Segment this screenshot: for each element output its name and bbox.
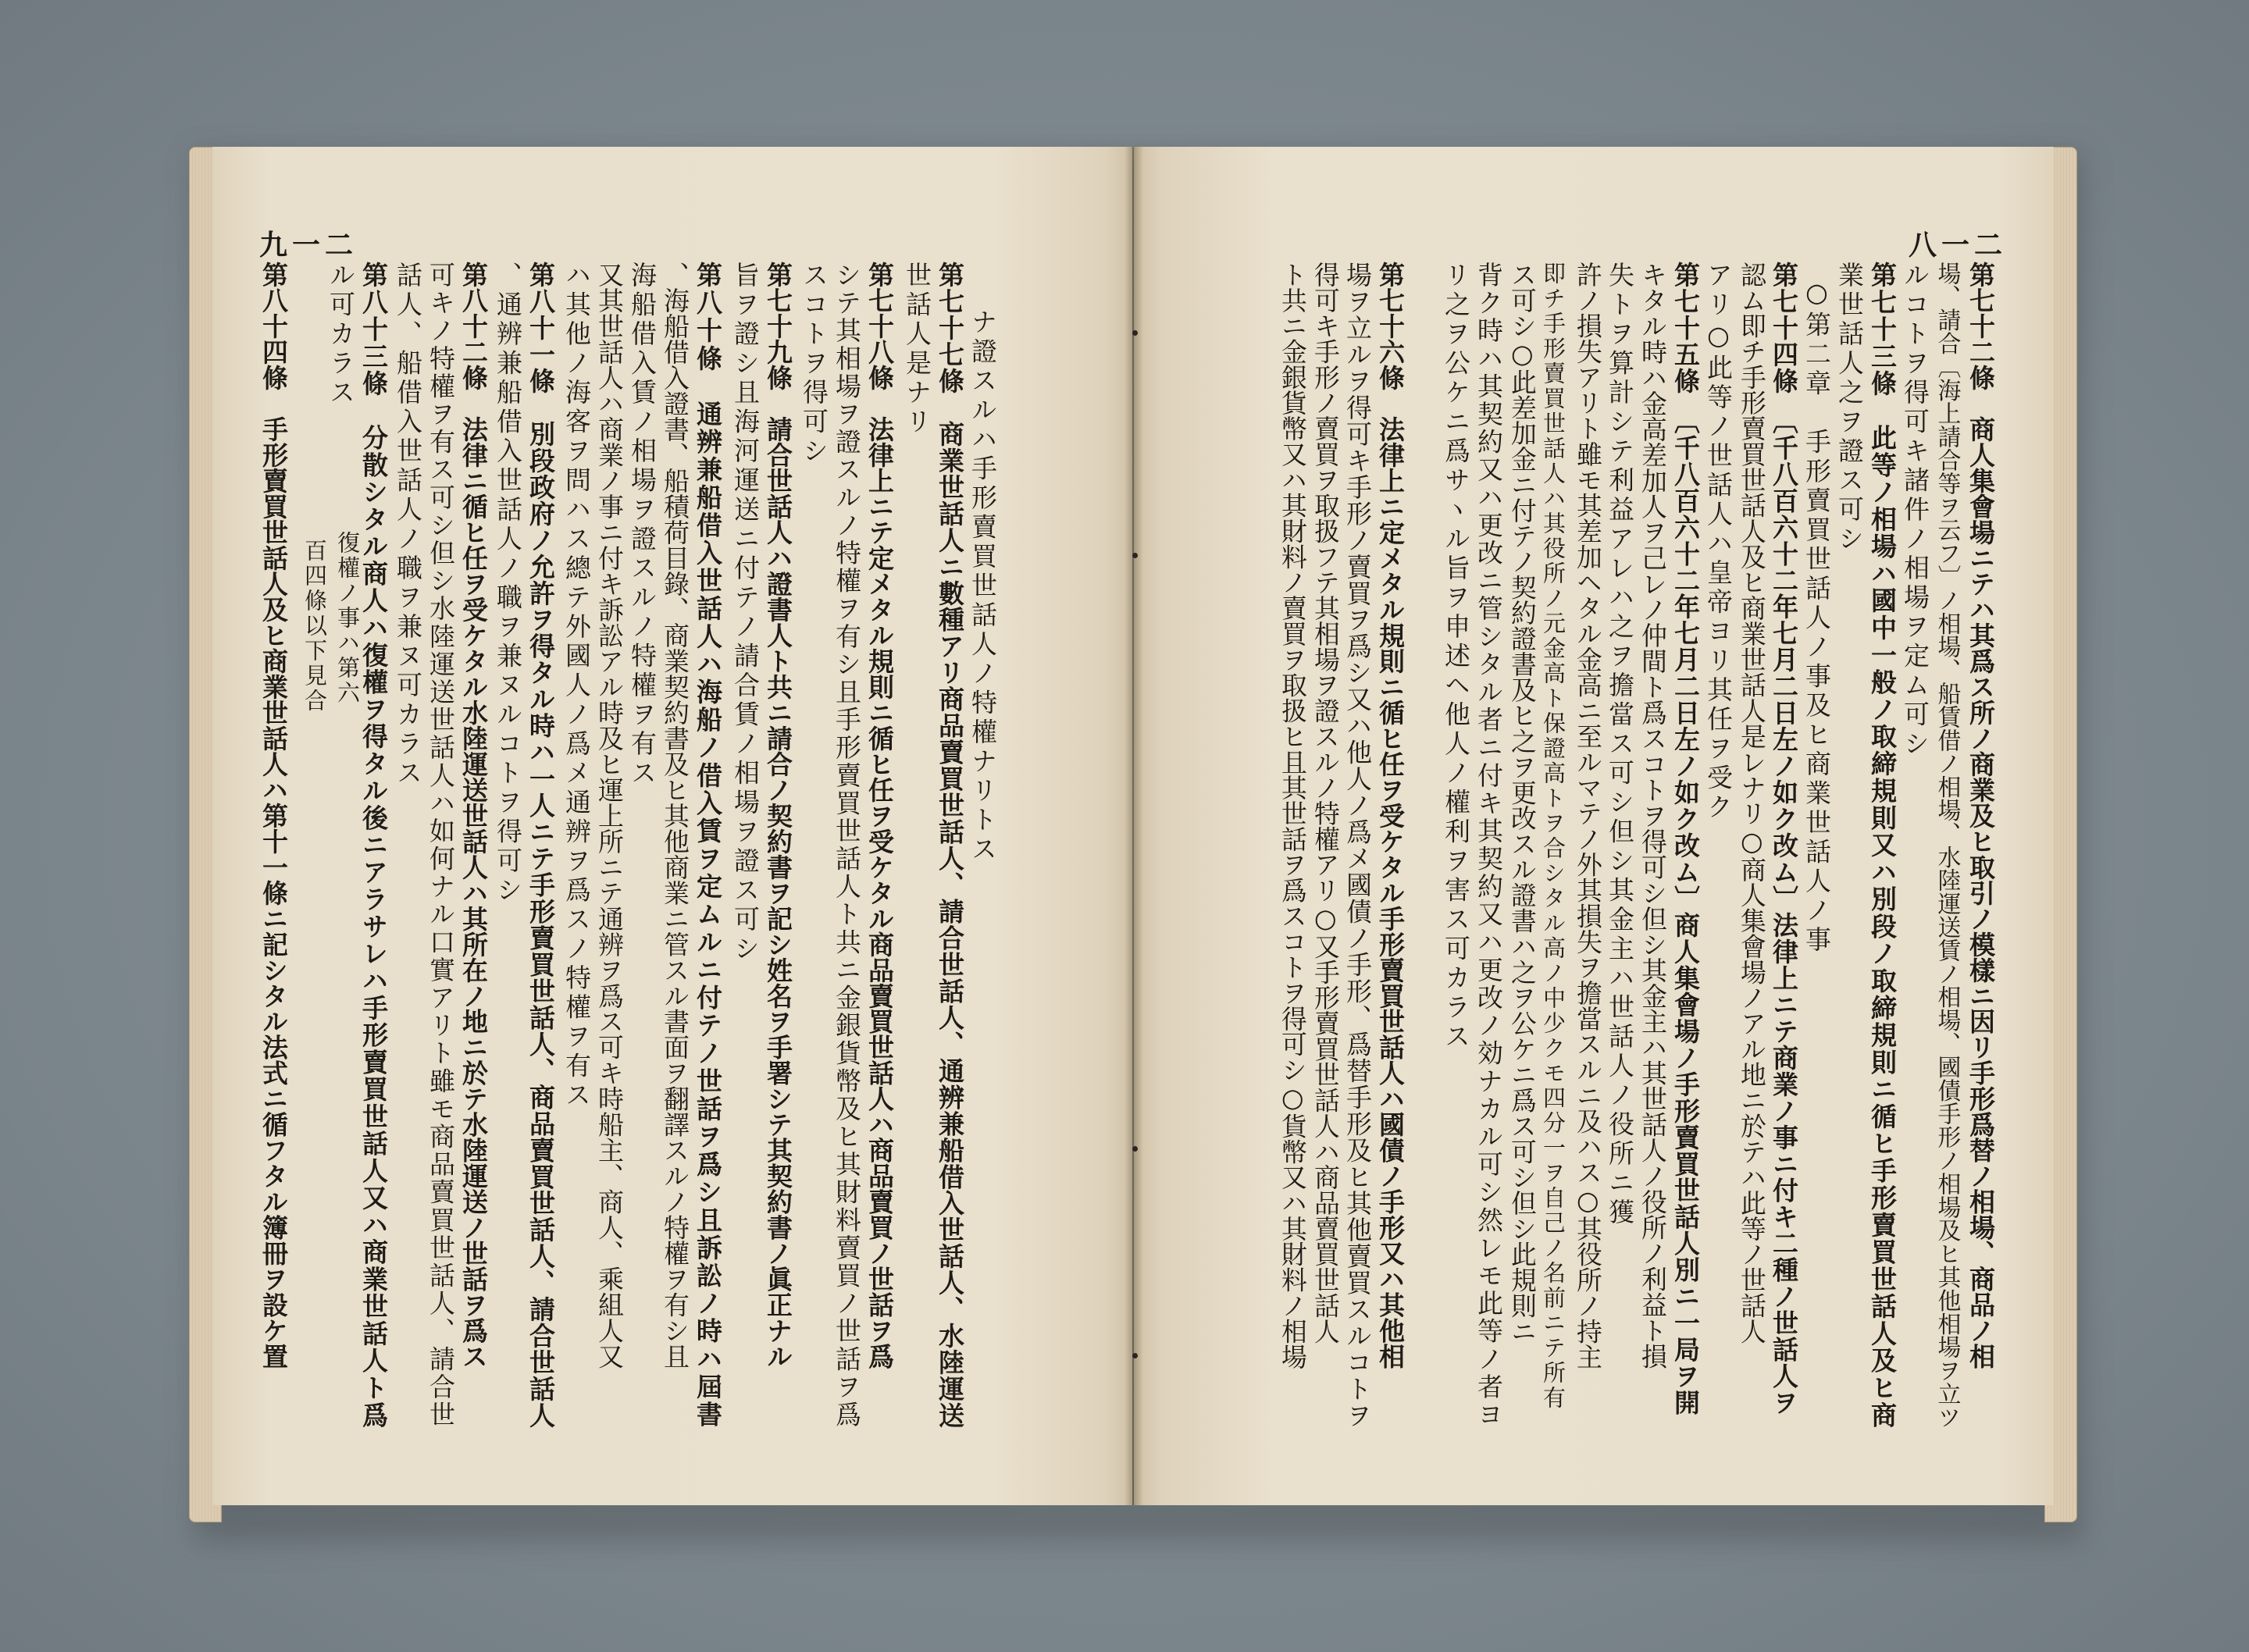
text-column: 、通辨兼船借入世話人ノ職ヲ兼ヌルコトヲ得可シ xyxy=(493,262,523,906)
left-page-number: 九一二 xyxy=(259,229,358,262)
binding-stitch xyxy=(1132,330,1138,336)
text-column: 海船借入賃ノ相場ヲ證スルノ特權ヲ有ス xyxy=(627,262,658,789)
text-column: 許ノ損失アリト雖モ其差加ヘタル金高ニ至ルマテノ外其損失ヲ擔當スルニ及ハス○其役所ノ持主 xyxy=(1572,262,1603,1370)
text-column: リ之ヲ公ケニ爲サヽル旨ヲ申述ヘ他人ノ權利ヲ害ス可カラス xyxy=(1441,262,1471,1052)
text-column: ルコトヲ得可キ諸件ノ相場ヲ定ム可シ xyxy=(1900,262,1930,760)
binding-stitch xyxy=(1132,1353,1138,1358)
text-column: キタル時ハ金高差加人ヲ己レノ仲間ト爲スコトヲ得可シ但シ其金主ハ其世話人ノ役所ノ利益ト損 xyxy=(1638,262,1668,1369)
right-page-number: 八一二 xyxy=(1908,229,2007,262)
text-column: 場、請合〔海上請合等ヲ云フ〕ノ相場、船賃借ノ相場、水陸運送賃ノ相場、國債手形ノ相場及ヒ其他相場ヲ立ツ xyxy=(1933,262,1961,1429)
text-column: 失トヲ算計シテ利益アレハ之ヲ擔當ス可シ但シ其金主ハ世話人ノ役所ニ獲 xyxy=(1605,262,1635,1228)
text-column: 背ク時ハ其契約又ハ更改ニ管シタル者ニ付キ其契約又ハ更改ノ効ナカル可シ然レモ此等ノ者ヨ xyxy=(1474,262,1504,1429)
text-column: スコトヲ得可シ xyxy=(799,262,829,467)
text-column: 第七十二條 商人集會場ニテハ其爲ス所ノ商業及ヒ取引ノ模樣ニ因リ手形爲替ノ相場、商品ノ相 xyxy=(1966,262,1996,1369)
text-column: 第八十四條 手形賣買世話人及ヒ商業世話人ハ第十一條ニ記シタル法式ニ循フタル簿冊ヲ設ケ置 xyxy=(258,262,289,1369)
text-column: ナ證スルハ手形賣買世話人ノ特權ナリトス xyxy=(968,308,998,865)
margin-note: 百四條以下見合 xyxy=(301,539,328,714)
text-column: ス可シ○此差加金ニ付テノ契約證書及ヒ之ヲ更改スル證書ハ之ヲ公ケニ爲ス可シ但シ此規則ニ xyxy=(1506,262,1538,1344)
text-column: ル可カラス xyxy=(326,262,356,408)
text-column: 第八十條 通辨兼船借入世話人ハ海船ノ借入賃ヲ定ムルニ付テノ世話ヲ爲シ且訴訟ノ時ハ屆書 xyxy=(693,262,723,1429)
text-column: ト共ニ金銀貨幣又ハ其財料ノ賣買ヲ取扱ヒ且其世話ヲ爲スコトヲ得可シ○貨幣又ハ其財料ノ相場 xyxy=(1277,262,1308,1370)
text-column: 認ム即チ手形賣買世話人及ヒ商業世話人是レナリ○商人集會場ノアル地ニ於テハ此等ノ世話人 xyxy=(1736,262,1767,1344)
book-gutter xyxy=(1124,147,1143,1505)
text-column: アリ○此等ノ世話人ハ皇帝ヨリ其任ヲ受ク xyxy=(1703,262,1734,823)
text-column: 即チ手形賣買世話人ハ其役所ノ元金高ト保證高トヲ合シタル高ノ中少クモ四分一ヲ自己ノ名前ニテ所有 xyxy=(1540,262,1566,1411)
text-column: 場ヲ立ルヲ得可キ手形ノ賣買ヲ爲シ又ハ他人ノ爲メ國債ノ手形、爲替手形及ヒ其他賣買スルコトヲ xyxy=(1342,262,1373,1429)
text-column: 可キノ特權ヲ有ス可シ但シ水陸運送世話人ハ如何ナル口實アリト雖モ商品賣買世話人、請合世 xyxy=(426,262,456,1429)
text-column: 第八十一條 別段政府ノ允許ヲ得タル時ハ一人ニテ手形賣買世話人、商品賣買世話人、請合世話人 xyxy=(526,262,556,1429)
text-column: 話人、船借入世話人ノ職ヲ兼ヌ可カラス xyxy=(393,262,423,789)
text-column: 得可キ手形ノ賣買ヲ取扱フテ其相場ヲ證スルノ特權アリ○又手形賣買世話人ハ商品賣買世話人 xyxy=(1310,262,1341,1344)
text-column: 第七十五條 〔千八百六十二年七月二日左ノ如ク改ム〕商人集會場ノ手形賣買世話人別ニ一局ヲ開 xyxy=(1670,262,1701,1416)
margin-note: 復權ノ事ハ第六 xyxy=(334,531,361,706)
text-column: 第七十七條 商業世話人ニ數種アリ商品賣買世話人、請合世話人、通辨兼船借入世話人、水陸運送 xyxy=(935,262,965,1429)
text-column: 又其世話人ハ商業ノ事ニ付キ訴訟アル時及ヒ運上所ニテ通辨ヲ爲ス可キ時船主、商人、乘組人又 xyxy=(594,262,625,1369)
text-column: ハ其他ノ海客ヲ問ハス總テ外國人ノ爲メ通辨ヲ爲スノ特權ヲ有ス xyxy=(561,262,592,1111)
text-column: 第七十九條 請合世話人ハ證書人ト共ニ請合ノ契約書ヲ記シ姓名ヲ手署シテ其契約書ノ眞正ナル xyxy=(763,262,793,1369)
binding-stitch xyxy=(1132,553,1138,558)
text-column: 第七十六條 法律上ニ定メタル規則ニ循ヒ任ヲ受ケタル手形賣買世話人ハ國債ノ手形又ハ其他相 xyxy=(1375,262,1406,1369)
text-column: 第七十八條 法律上ニテ定メタル規則ニ循ヒ任ヲ受ケタル商品賣買世話人ハ商品賣買ノ世話ヲ爲 xyxy=(864,262,895,1369)
text-column: 業世話人之ヲ證ス可シ xyxy=(1834,262,1865,554)
chapter-heading: ○第二章 手形賣買世話人ノ事及ヒ商業世話人ノ事 xyxy=(1802,277,1832,956)
text-column: シテ其相場ヲ證スルノ特權ヲ有シ且手形賣買世話人ト共ニ金銀貨幣及ヒ其財料賣買ノ世話ヲ爲 xyxy=(832,262,862,1429)
text-column: 第八十二條 法律ニ循ヒ任ヲ受ケタル水陸運送世話人ハ其所在ノ地ニ於テ水陸運送ノ世話ヲ爲ス xyxy=(458,262,489,1369)
text-column: 第八十三條 分散シタル商人ハ復權ヲ得タル後ニアラサレハ手形賣買世話人又ハ商業世話人ト爲 xyxy=(358,262,389,1429)
text-column: 世話人是ナリ xyxy=(902,262,932,437)
text-column: 旨ヲ證シ且海河運送ニ付テノ請合賃ノ相場ヲ證ス可シ xyxy=(730,262,761,964)
text-column: 第七十四條 〔千八百六十二年七月二日左ノ如ク改ム〕法律上ニテ商業ノ事ニ付キ二種ノ世話人ヲ xyxy=(1769,262,1799,1416)
text-column: 、海船借入證書、船積荷目錄、商業契約書及ヒ其他商業ニ管スル書面ヲ翻譯スルノ特權ヲ有シ且 xyxy=(660,262,690,1369)
text-column: 第七十三條 此等ノ相場ハ國中一般ノ取締規則又ハ別段ノ取締規則ニ循ヒ手形賣買世話人及ヒ商 xyxy=(1867,262,1898,1429)
binding-stitch xyxy=(1132,1146,1138,1152)
